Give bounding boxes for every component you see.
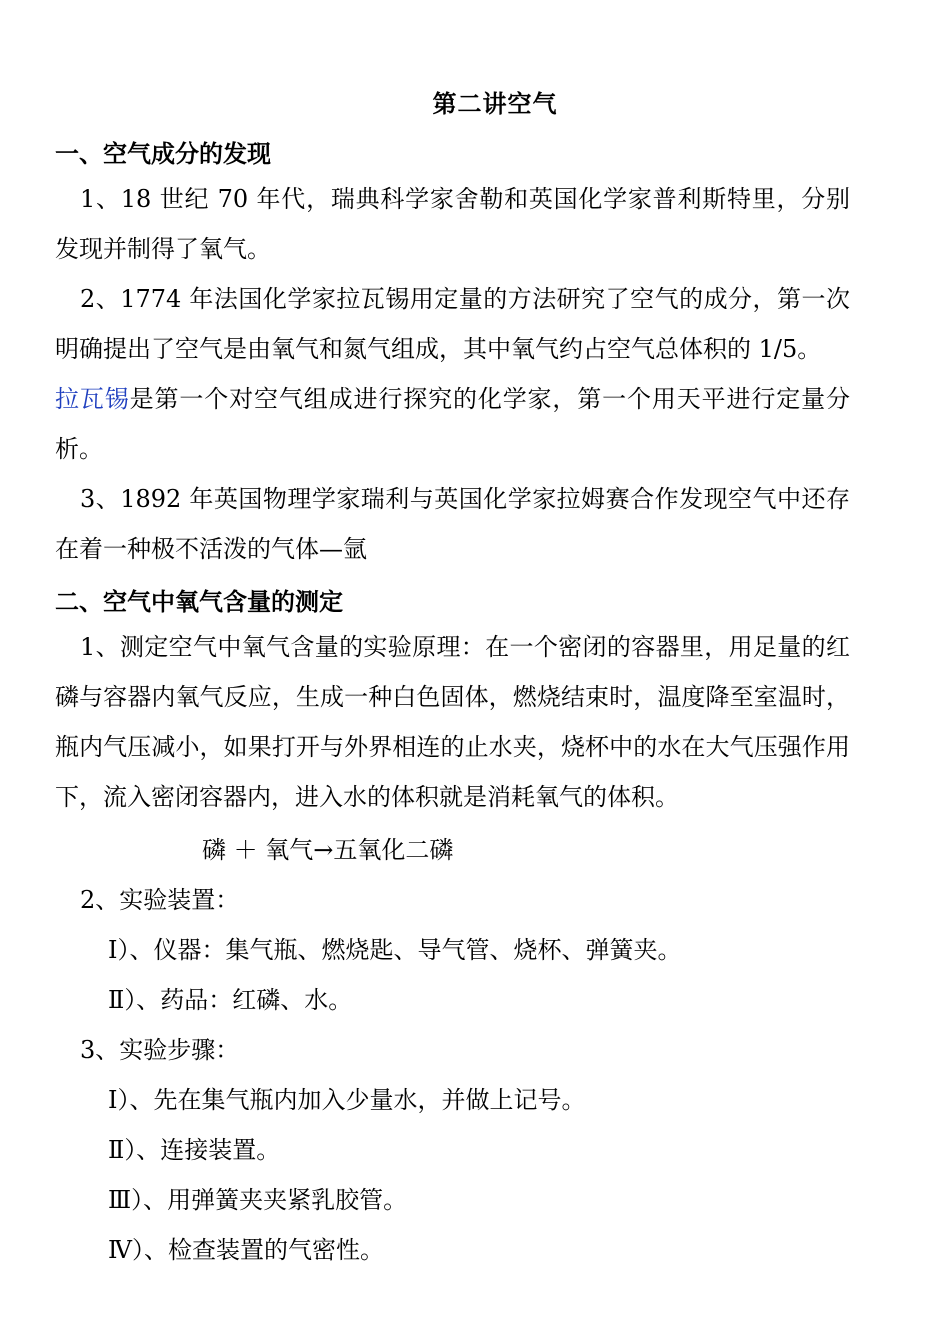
section-1-paragraph-3 bbox=[55, 374, 850, 474]
section-2-paragraph-1: 1、测定空气中氧气含量的实验原理：在一个密闭的容器里，用足量的红磷与容器内氧气反应，生成一种白色固体，燃烧结束时，温度降至室温时，瓶内气压减小，如果打开与外界相连的止水夹，烧杯中的水在大气压强作用下，流入密闭容器内，进入水的体积就是消耗氧气的体积。 bbox=[55, 633, 850, 811]
step-4: Ⅳ）、检查装置的气密性。 bbox=[108, 1236, 384, 1264]
step-2: Ⅱ）、连接装置。 bbox=[108, 1136, 281, 1164]
section-1-heading: 一、空气成分的发现 bbox=[55, 139, 271, 168]
section-2-heading: 二、空气中氧气含量的测定 bbox=[55, 587, 343, 616]
section-1-paragraph-2: 2、1774 年法国化学家拉瓦锡用定量的方法研究了空气的成分，第一次明确提出了空气是由氧气和氮气组成，其中氧气约占空气总体积的 1/5。 bbox=[55, 285, 850, 363]
step-3: Ⅲ）、用弹簧夹夹紧乳胶管。 bbox=[108, 1186, 408, 1214]
document-title: 第二讲空气 bbox=[432, 89, 558, 118]
step-1: Ⅰ）、先在集气瓶内加入少量水，并做上记号。 bbox=[108, 1086, 586, 1114]
item-apparatus: 2、实验装置： bbox=[80, 886, 240, 914]
item-steps: 3、实验步骤： bbox=[80, 1036, 240, 1064]
reaction-equation: 磷 ＋ 氧气→五氧化二磷 bbox=[202, 836, 454, 864]
section-1-paragraph-4: 3、1892 年英国物理学家瑞利与英国化学家拉姆赛合作发现空气中还存在着一种极不活泼的气体—氩 bbox=[55, 485, 850, 563]
section-1-paragraph-3-text: 是第一个对空气组成进行探究的化学家，第一个用天平进行定量分析。 bbox=[55, 385, 851, 463]
lavoisier-highlight: 拉瓦锡 bbox=[55, 385, 130, 413]
item-apparatus-instruments: Ⅰ）、仪器：集气瓶、燃烧匙、导气管、烧杯、弹簧夹。 bbox=[108, 936, 682, 964]
section-1-paragraph-1: 1、18 世纪 70 年代，瑞典科学家舍勒和英国化学家普利斯特里，分别发现并制得了氧气。 bbox=[55, 185, 850, 263]
item-apparatus-reagents: Ⅱ）、药品：红磷、水。 bbox=[108, 986, 353, 1014]
